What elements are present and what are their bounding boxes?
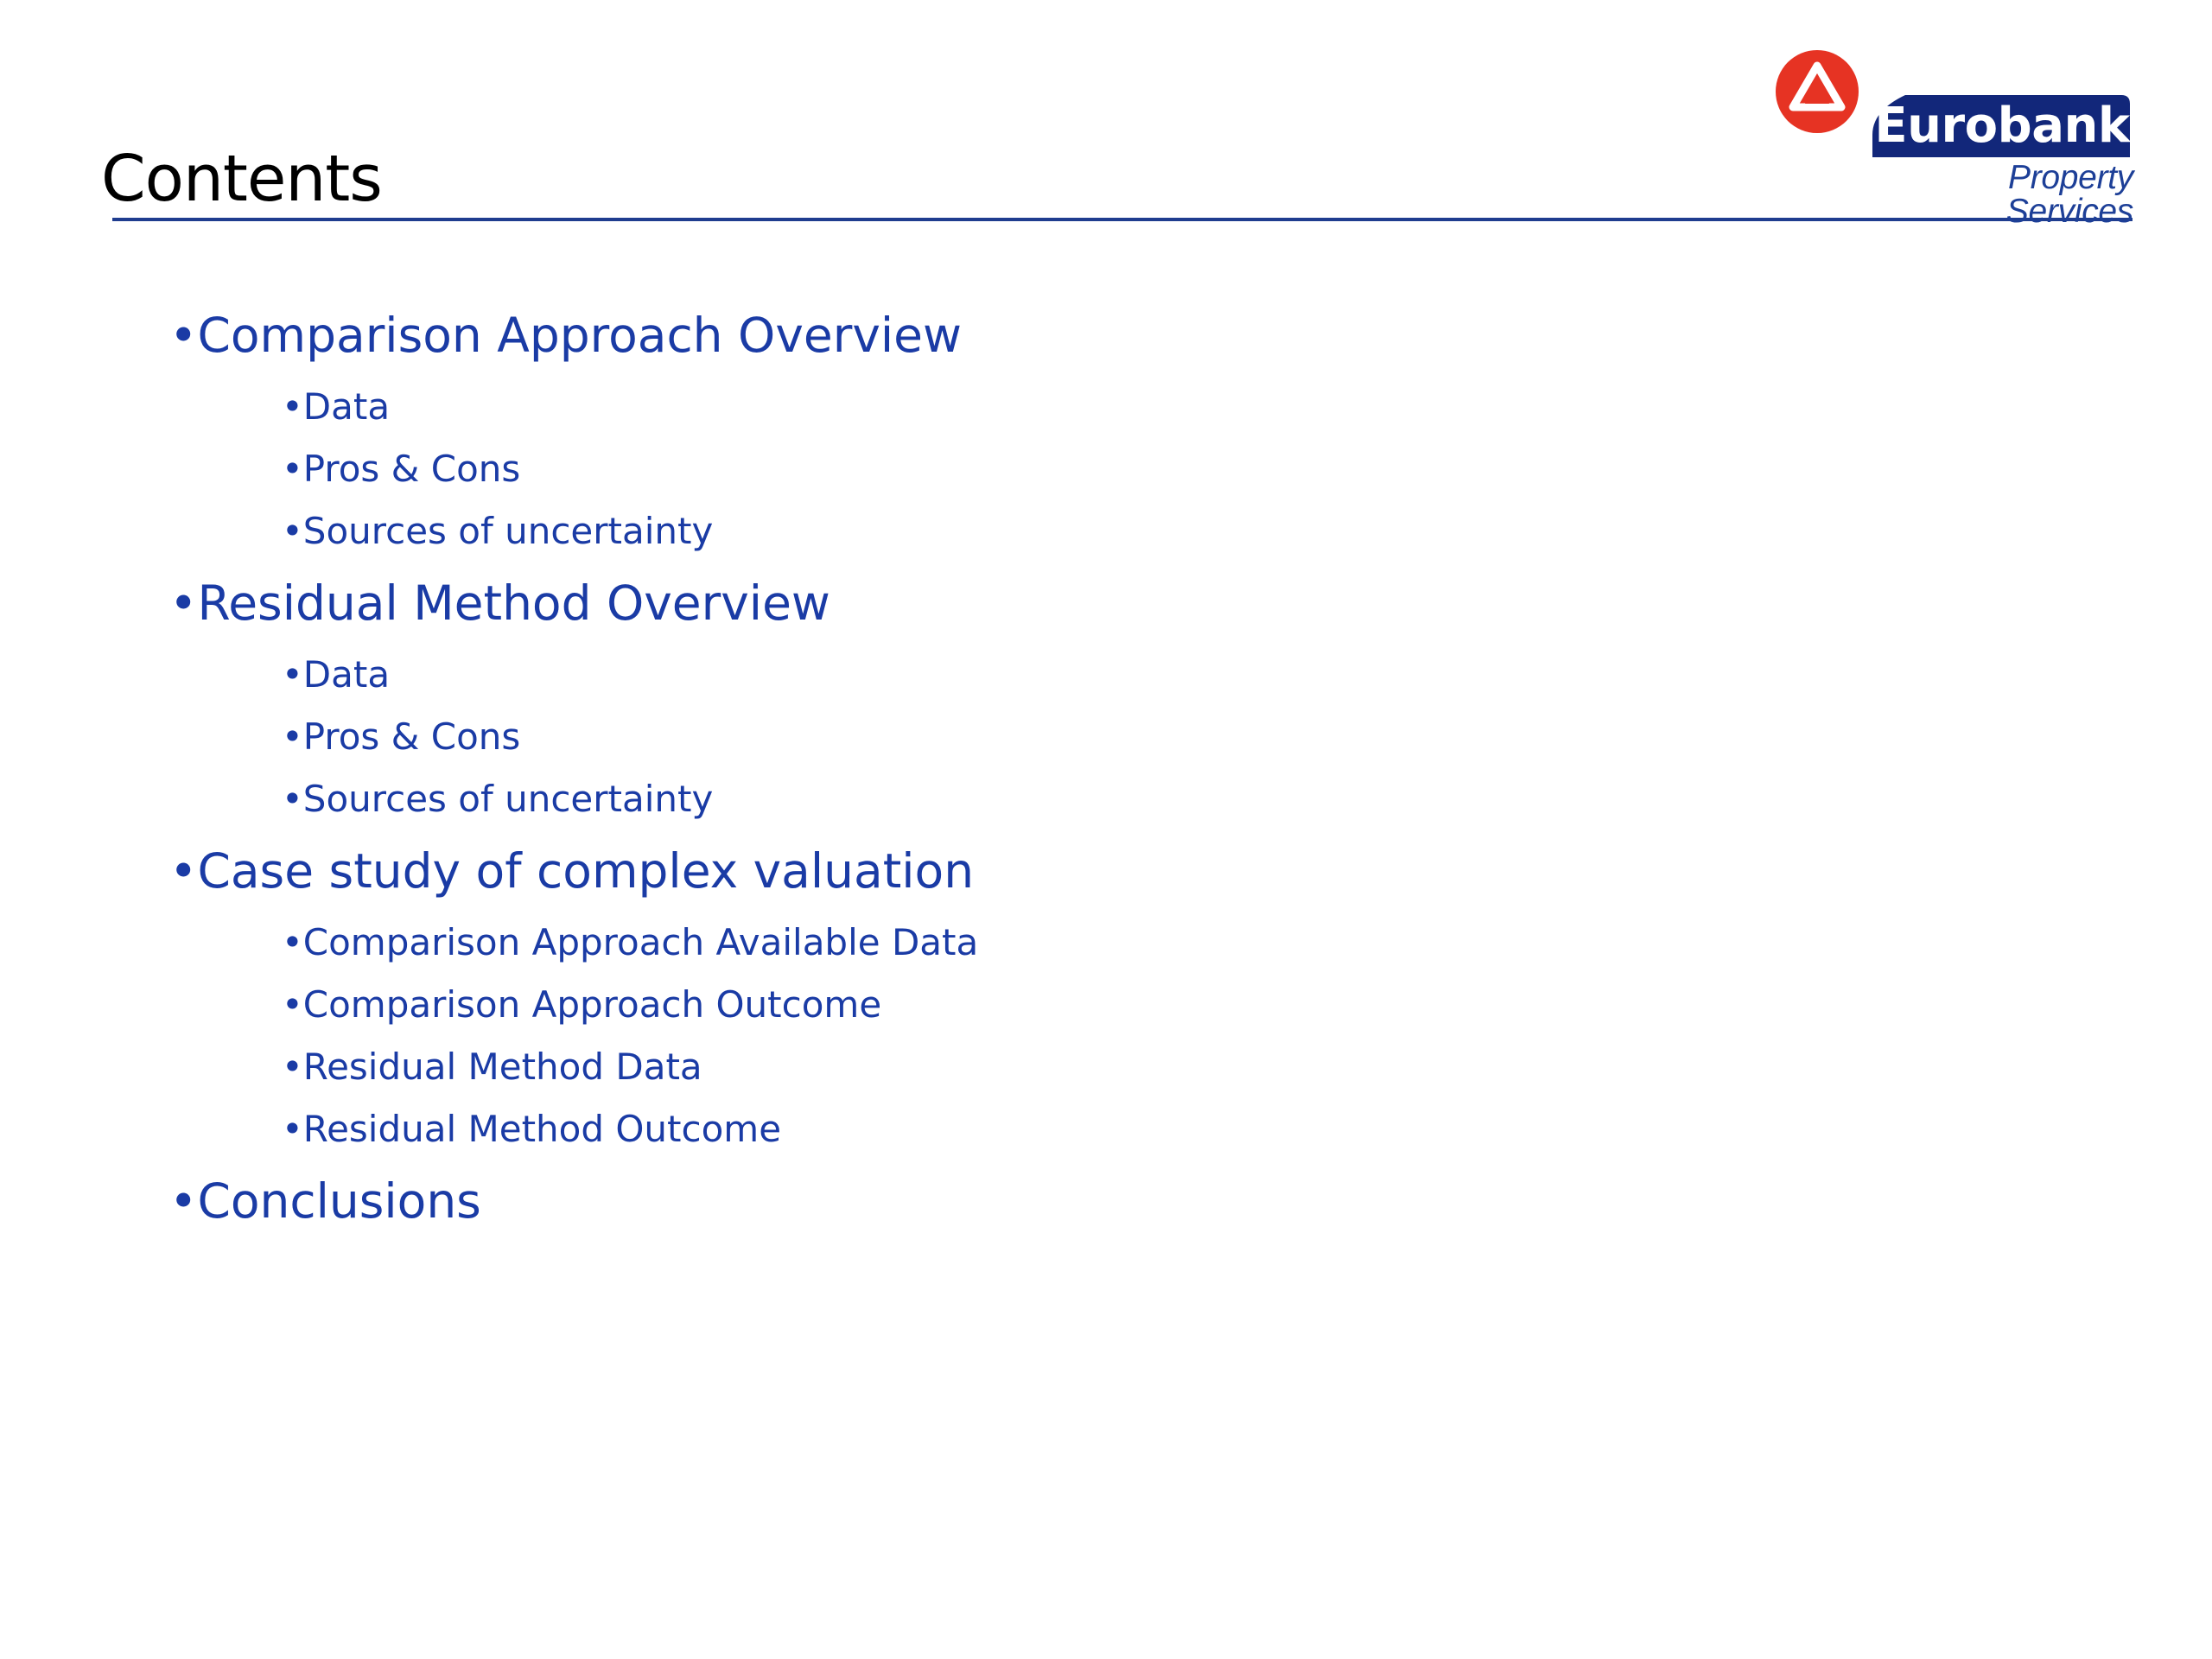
toc-item-conclusions: • Conclusions [169, 1173, 1897, 1230]
logo-tagline: Property Services [2005, 159, 2133, 230]
page-title: Contents [101, 142, 382, 216]
toc-item-comparison-approach-overview: • Comparison Approach Overview [169, 307, 1897, 364]
contents-list [169, 307, 1897, 1242]
toc-subitem-pros-cons: • Pros & Cons [169, 438, 1897, 500]
toc-subitem-comparison-outcome: • Comparison Approach Outcome [169, 974, 1897, 1036]
toc-subitem-comparison-available-data: • Comparison Approach Available Data [169, 912, 1897, 974]
toc-item-case-study: • Case study of complex valuation [169, 842, 1897, 899]
title-divider [112, 218, 2133, 221]
toc-subitem-pros-cons: • Pros & Cons [169, 706, 1897, 768]
toc-subitem-residual-outcome: • Residual Method Outcome [169, 1098, 1897, 1160]
logo-brand-text: Eurobank [1874, 98, 2130, 154]
toc-subitem-data: • Data [169, 644, 1897, 706]
toc-item-residual-method-overview: • Residual Method Overview [169, 575, 1897, 632]
toc-subitem-sources-of-uncertainty: • Sources of uncertainty [169, 768, 1897, 830]
toc-subitem-sources-of-uncertainty: • Sources of uncertainty [169, 500, 1897, 563]
eurobank-logo [1776, 50, 2139, 230]
toc-subitem-data: • Data [169, 376, 1897, 438]
toc-subitem-residual-data: • Residual Method Data [169, 1036, 1897, 1098]
